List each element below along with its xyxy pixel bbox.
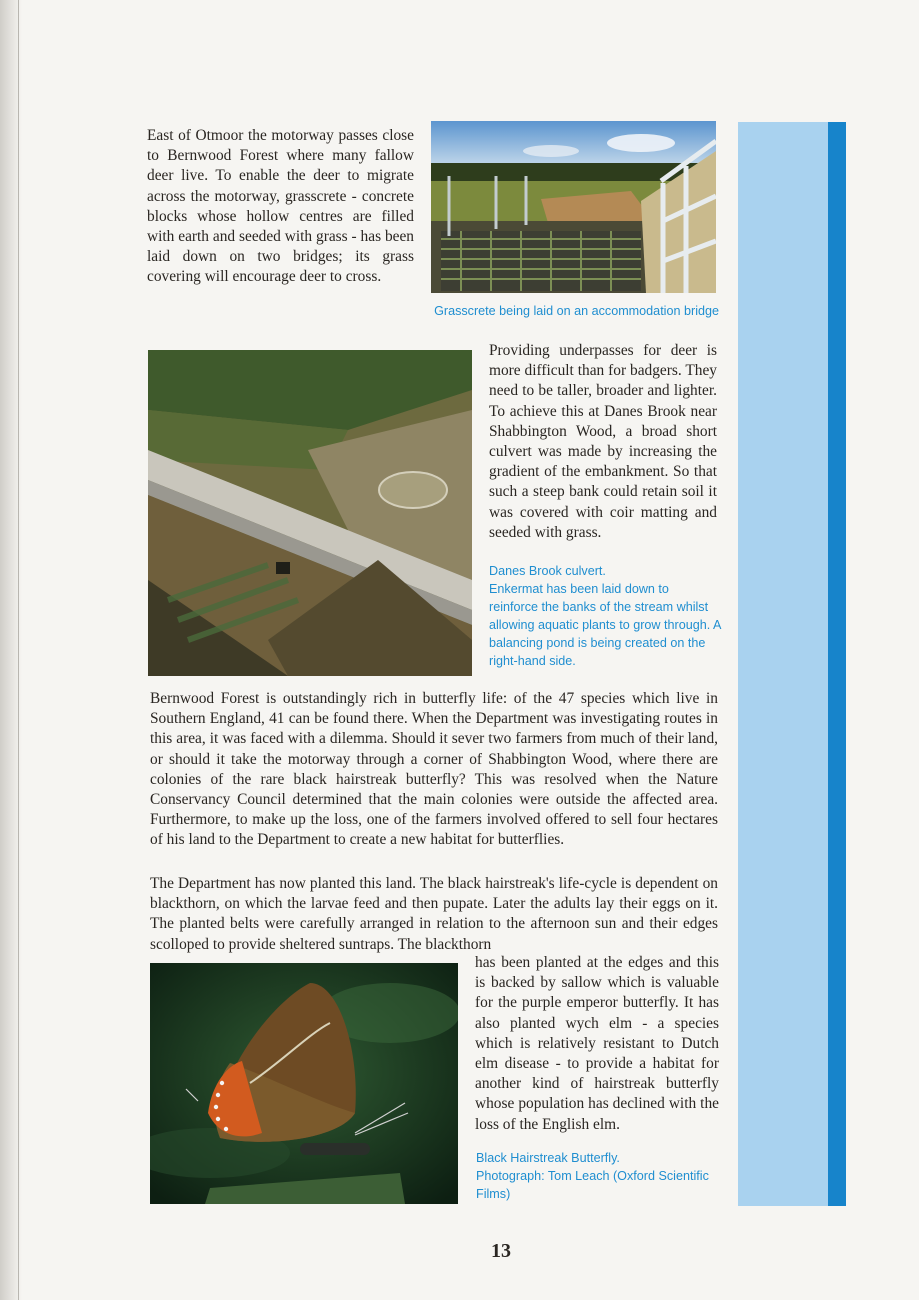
- caption-culvert-body: Enkermat has been laid down to reinforce the banks of the stream whilst allowing aquatic plants to grow through. A balancing pond is being created on the right-hand side.: [489, 582, 721, 668]
- side-color-stripe: [828, 122, 846, 1206]
- paragraph-planting-intro: The Department has now planted this land. The black hairstreak's life-cycle is dependent on blackthorn, on which the larvae feed and then pupate. Later the adults lay their eggs on it. The planted belts were carefully arranged in relation to the afternoon sun and their edges scolloped to provide sheltered suntraps. The blackthorn: [150, 875, 718, 953]
- paragraph-underpasses: Providing underpasses for deer is more difficult than for badgers. They need to be taller, broader and lighter. To achieve this at Danes Brook near Shabbington Wood, a broad short culvert was made by increasing the gradient of the embankment. So that such a steep bank could retain soil it was covered with coir matting and seeded with grass.: [489, 342, 717, 541]
- paragraph-planting-continued: has been planted at the edges and this is backed by sallow which is valuable for the purple emperor butterfly. It has also planted wych elm - a species which is relatively resistant to Dutch elm disease - to provide a habitat for another kind of hairstreak butterfly whose population has declined with the loss of the English elm.: [475, 954, 719, 1133]
- photo-danes-brook-culvert: [148, 350, 472, 676]
- binding-line: [18, 0, 19, 1300]
- caption-butterfly-credit: Photograph: Tom Leach (Oxford Scientific Films): [476, 1169, 709, 1201]
- caption-butterfly-title: Black Hairstreak Butterfly.: [476, 1151, 620, 1165]
- page-number: 13: [491, 1240, 511, 1262]
- side-color-band: [738, 122, 832, 1206]
- photo-grasscrete-bridge: [431, 121, 716, 293]
- photo-black-hairstreak-butterfly: [150, 963, 458, 1204]
- paragraph-deer-bridges: East of Otmoor the motorway passes close to Bernwood Forest where many fallow deer live. To enable the deer to migrate across the motorway, grasscrete - concrete blocks whose hollow centres are filled with earth and seeded with grass - has been laid down on two bridges; its grass covering will encourage deer to cross.: [147, 127, 414, 286]
- paragraph-butterflies: Bernwood Forest is outstandingly rich in butterfly life: of the 47 species which live in Southern England, 41 can be found there. When the Department was investigating routes in this area, it was faced with a dilemma. Should it sever two farmers from much of their land, or should it take the motorway through a corner of Shabbington Wood, where there are colonies of the rare black hairstreak butterfly? This was resolved when the Nature Conservancy Council determined that the main colonies were outside the affected area. Furthermore, to make up the loss, one of the farmers involved offered to sell four hectares of his land to the Department to create a new habitat for butterflies.: [150, 690, 718, 849]
- caption-culvert-title: Danes Brook culvert.: [489, 564, 606, 578]
- caption-grasscrete: Grasscrete being laid on an accommodation bridge: [434, 304, 719, 318]
